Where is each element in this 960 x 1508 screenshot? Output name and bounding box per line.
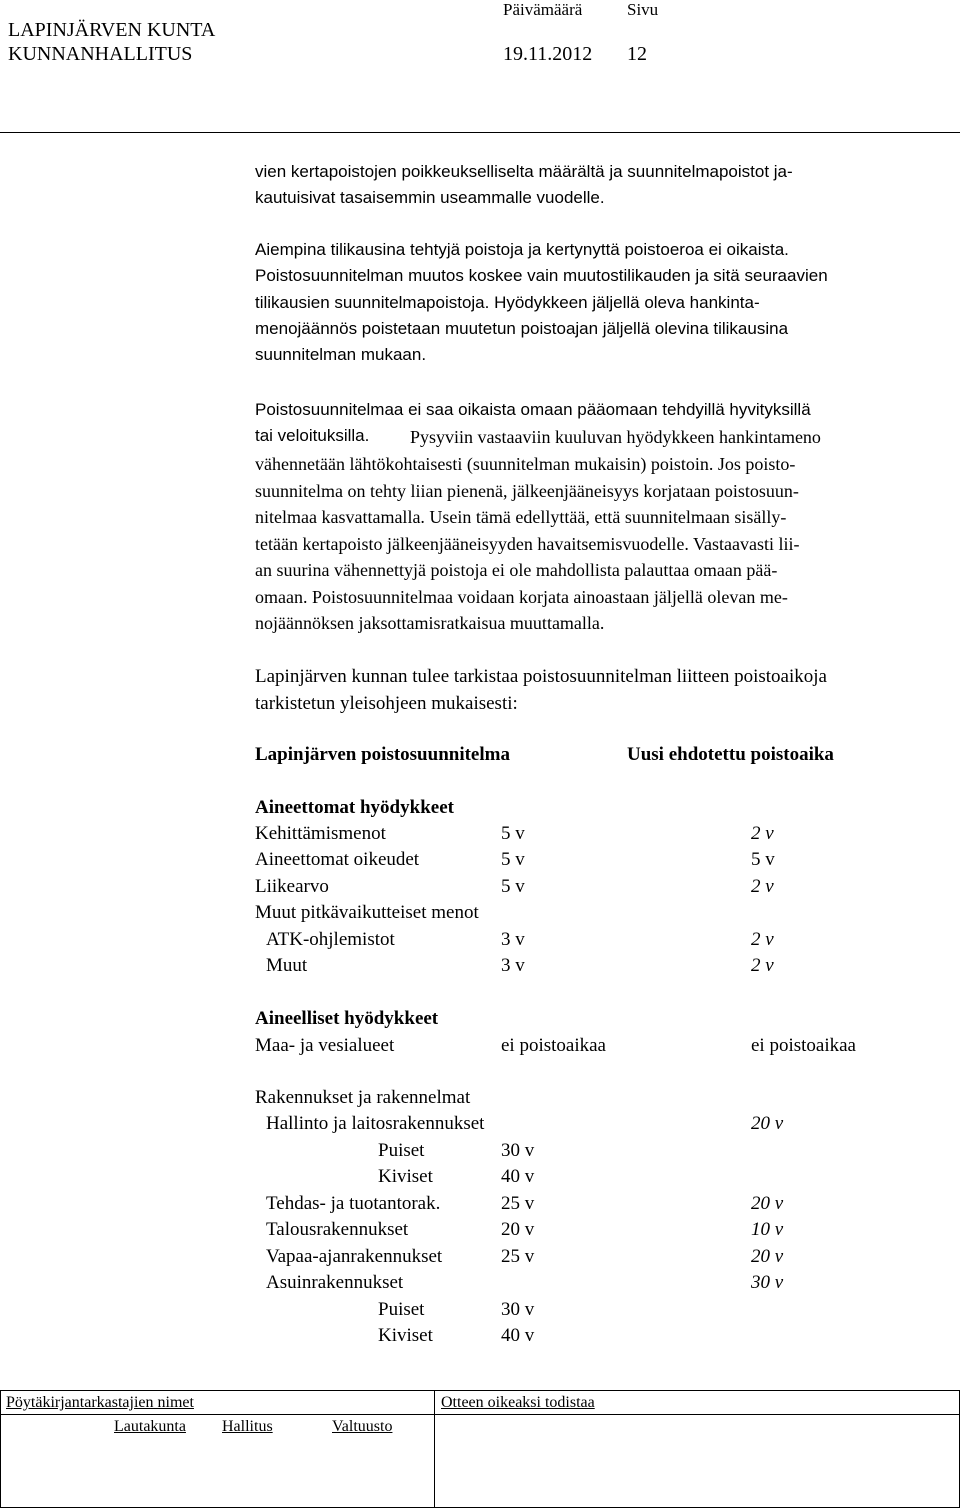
- organization-name: LAPINJÄRVEN KUNTA: [8, 19, 216, 41]
- row-proposed: 20 v: [751, 1113, 784, 1134]
- text-line: Aiempina tilikausina tehtyjä poistoja ja kertynyttä poistoeroa ei oikaista.: [255, 240, 789, 259]
- paragraph-3-continuation-first: Pysyviin vastaaviin kuuluvan hyödykkeen hankintameno: [410, 427, 821, 447]
- board-name: KUNNANHALLITUS: [8, 43, 193, 65]
- row-label: Aineettomat oikeudet: [255, 849, 420, 870]
- row-label: Muut: [266, 955, 308, 976]
- text-line: vähennetään lähtökohtaisesti (suunnitelman mukaisin) poistoin. Jos poisto-: [255, 454, 796, 474]
- row-label: Puiset: [378, 1140, 425, 1161]
- row-label: ATK-ohjlemistot: [266, 929, 395, 950]
- text-line: Poistosuunnitelmaa ei saa oikaista omaan pääomaan tehdyillä hyvityksillä: [255, 400, 811, 419]
- text-line: tetään kertapoisto jälkeenjääneisyyden havaitsemisvuodelle. Vastaavasti lii-: [255, 533, 800, 554]
- text-line: tarkistetun yleisohjeen mukaisesti:: [255, 692, 518, 714]
- text-line: Lapinjärven kunnan tulee tarkistaa poistosuunnitelman liitteen poistoaikoja: [255, 666, 827, 687]
- footer-body-lautakunta: Lautakunta: [114, 1418, 186, 1435]
- page-label: Sivu: [627, 0, 659, 19]
- row-proposed: 2 v: [751, 929, 774, 950]
- row-label: Puiset: [378, 1299, 425, 1320]
- text-line: suunnitelma on tehty liian pienenä, jälkeenjääneisyys korjataan poistosuun-: [255, 480, 799, 501]
- footer-body-valtuusto: Valtuusto: [332, 1418, 393, 1435]
- row-proposed: 20 v: [751, 1193, 784, 1214]
- document-date: 19.11.2012: [503, 43, 593, 65]
- text-line: kautuisivat tasaisemmin useammalle vuodelle.: [255, 188, 605, 208]
- row-proposed: 5 v: [751, 849, 775, 870]
- section-heading-tangible: Aineelliset hyödykkeet: [255, 1008, 439, 1029]
- row-current: 25 v: [501, 1246, 535, 1267]
- row-current: 5 v: [501, 876, 525, 897]
- row-current: 3 v: [501, 955, 525, 976]
- header-divider: [0, 132, 960, 133]
- text-line: an suurina vähennettyjä poistoja ei ole mahdollista palauttaa omaan pää-: [255, 560, 778, 580]
- paragraph-2: [255, 237, 828, 368]
- certified-label: Otteen oikeaksi todistaa: [441, 1394, 595, 1411]
- row-current: 5 v: [501, 849, 525, 870]
- table-header-current-plan: Lapinjärven poistosuunnitelma: [255, 744, 510, 765]
- text-line: tilikausien suunnitelmapoistoja. Hyödykkeen jäljellä oleva hankinta-: [255, 292, 760, 312]
- row-label: Liikearvo: [255, 876, 329, 897]
- paragraph-4: [255, 664, 827, 717]
- section-heading-buildings: Rakennukset ja rakennelmat: [255, 1087, 471, 1108]
- row-label: Muut pitkävaikutteiset menot: [255, 902, 479, 923]
- paragraph-1: [255, 159, 793, 212]
- paragraph-3-continuation: [255, 451, 800, 637]
- footer-body-hallitus: Hallitus: [222, 1418, 273, 1435]
- row-proposed: 20 v: [751, 1246, 784, 1267]
- row-current: 3 v: [501, 929, 525, 950]
- row-label: Kiviset: [378, 1325, 433, 1346]
- text-line: omaan. Poistosuunnitelmaa voidaan korjata ainoastaan jäljellä olevan me-: [255, 586, 788, 607]
- row-current: ei poistoaikaa: [501, 1035, 606, 1056]
- row-label: Tehdas- ja tuotantorak.: [266, 1193, 441, 1214]
- row-current: 30 v: [501, 1299, 535, 1320]
- row-proposed: 30 v: [751, 1272, 784, 1293]
- row-label: Maa- ja vesialueet: [255, 1035, 395, 1056]
- row-current: 30 v: [501, 1140, 535, 1161]
- row-label: Vapaa-ajanrakennukset: [266, 1246, 443, 1267]
- row-proposed: ei poistoaikaa: [751, 1035, 856, 1056]
- section-heading-intangible: Aineettomat hyödykkeet: [255, 797, 454, 818]
- page-number: 12: [627, 43, 647, 65]
- row-proposed: 2 v: [751, 876, 774, 897]
- row-proposed: 2 v: [751, 955, 774, 976]
- row-label: Kiviset: [378, 1166, 433, 1187]
- row-proposed: 2 v: [751, 823, 774, 844]
- row-current: 5 v: [501, 823, 525, 844]
- text-line: Poistosuunnitelman muutos koskee vain muutostilikauden ja sitä seuraavien: [255, 266, 828, 286]
- row-current: 25 v: [501, 1193, 535, 1214]
- date-label: Päivämäärä: [503, 0, 583, 19]
- text-line: nojäännöksen jaksottamisratkaisua muuttamalla.: [255, 613, 605, 633]
- row-current: 40 v: [501, 1166, 535, 1187]
- row-current: 20 v: [501, 1219, 535, 1240]
- text-line: menojäännös poistetaan muutetun poistoajan jäljellä olevina tilikausina: [255, 318, 789, 338]
- row-label: Talousrakennukset: [266, 1219, 409, 1240]
- row-proposed: 10 v: [751, 1219, 784, 1240]
- row-label: Asuinrakennukset: [266, 1272, 404, 1293]
- row-current: 40 v: [501, 1325, 535, 1346]
- text-line: vien kertapoistojen poikkeukselliselta määrältä ja suunnitelmapoistot ja-: [255, 162, 793, 181]
- text-line: suunnitelman mukaan.: [255, 345, 427, 365]
- text-line: nitelmaa kasvattamalla. Usein tämä edellyttää, että suunnitelmaan sisälly-: [255, 507, 787, 527]
- footer-divider: [0, 1414, 960, 1415]
- inspectors-label: Pöytäkirjantarkastajien nimet: [6, 1394, 194, 1411]
- row-label: Kehittämismenot: [255, 823, 386, 844]
- text-line: tai veloituksilla.: [255, 426, 370, 446]
- row-label: Hallinto ja laitosrakennukset: [266, 1113, 485, 1134]
- table-header-proposed: Uusi ehdotettu poistoaika: [627, 744, 834, 765]
- footer-column-divider: [434, 1390, 435, 1508]
